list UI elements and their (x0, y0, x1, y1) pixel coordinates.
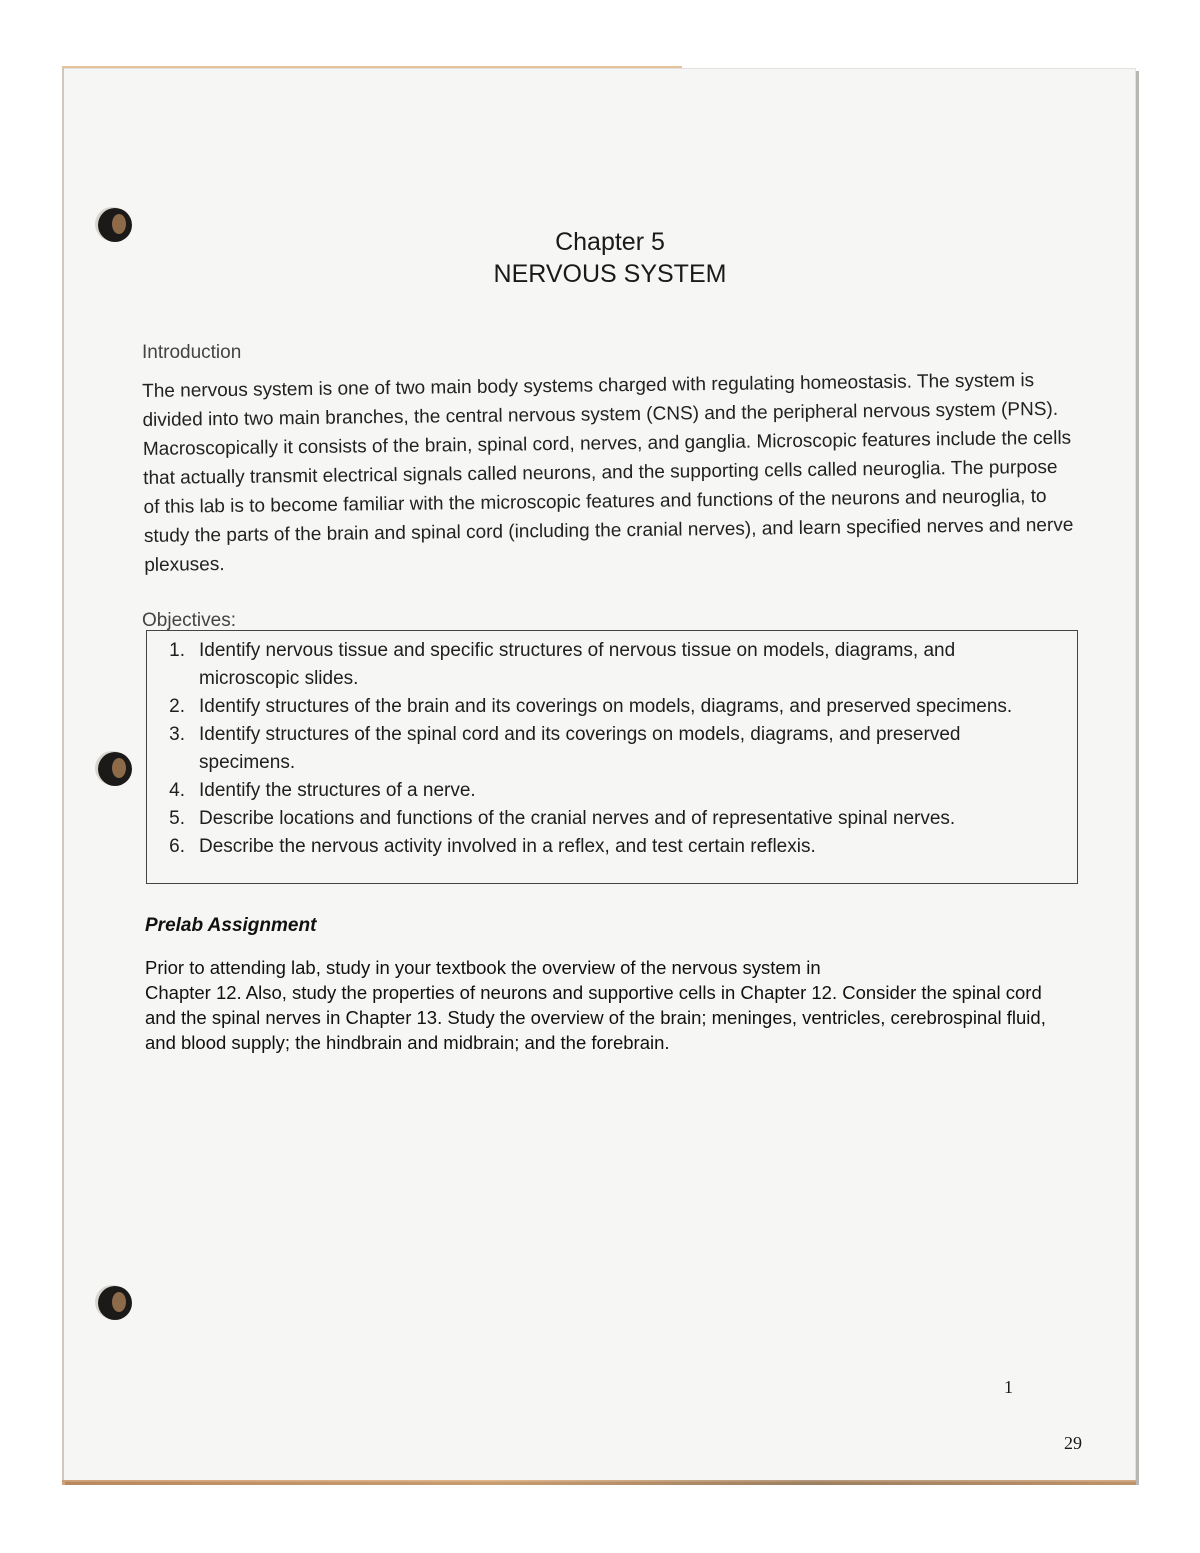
chapter-title (430, 226, 790, 290)
introduction-paragraph: The nervous system is one of two main body systems charged with regulating homeostasis. The system is divided into two main branches, the central nervous system (CNS) and the peripheral nervous system (PNS). Macroscopically it consists of the brain, spinal cord, nerves, and ganglia. Microscopic features include the cells that actually transmit electrical signals called neurons, and the supporting cells called neuroglia. The purpose of this lab is to become familiar with the microscopic features and functions of the neurons and neuroglia, to study the parts of the brain and spinal cord (including the cranial nerves), and learn specified nerves and nerve plexuses. (142, 370, 1074, 576)
list-item (147, 637, 1077, 693)
list-item (147, 833, 1077, 861)
paper-bottom-edge (62, 1480, 1136, 1485)
objectives-list (147, 631, 1077, 861)
objective-number: 3. (169, 724, 185, 745)
introduction-heading: Introduction (142, 342, 242, 363)
list-item (147, 805, 1077, 833)
objectives-heading: Objectives: (142, 610, 236, 631)
chapter-number: Chapter 5 (555, 228, 665, 256)
binder-hole-icon (98, 752, 132, 786)
objectives-box (146, 630, 1078, 884)
prelab-line: Chapter 12. Also, study the properties of neurons and supportive cells in Chapter 12. Consider the spinal cord and the spinal nerves in Chapter 13. Study the overview of the brain; meninges, ventricles, cerebrospinal fluid, and blood supply; the hindbrain and midbrain; and the forebrain. (145, 982, 1046, 1053)
chapter-name: NERVOUS SYSTEM (493, 260, 727, 288)
book-page-number: 29 (1064, 1433, 1082, 1453)
list-item (147, 777, 1077, 805)
objective-text: Identify structures of the brain and its coverings on models, diagrams, and preserved specimens. (199, 696, 1013, 717)
objective-number: 6. (169, 836, 185, 857)
objective-text: Identify nervous tissue and specific structures of nervous tissue on models, diagrams, and microscopic slides. (199, 640, 956, 689)
list-item (147, 721, 1077, 777)
prelab-paragraph (145, 955, 1065, 1055)
objective-text: Identify the structures of a nerve. (199, 780, 476, 801)
objective-number: 2. (169, 696, 185, 717)
objective-text: Describe locations and functions of the cranial nerves and of representative spinal nerves. (199, 808, 956, 829)
prelab-line: Prior to attending lab, study in your textbook the overview of the nervous system in (145, 957, 821, 978)
paper-left-edge (62, 68, 64, 1480)
objective-text: Identify structures of the spinal cord and its coverings on models, diagrams, and preserved specimens. (199, 724, 961, 773)
list-item (147, 693, 1077, 721)
objective-number: 5. (169, 808, 185, 829)
objective-number: 1. (169, 640, 185, 661)
binder-hole-icon (98, 208, 132, 242)
page-number: 1 (1004, 1377, 1013, 1397)
prelab-heading: Prelab Assignment (145, 915, 317, 936)
objective-number: 4. (169, 780, 185, 801)
objective-text: Describe the nervous activity involved in a reflex, and test certain reflexis. (199, 836, 816, 857)
binder-hole-icon (98, 1286, 132, 1320)
